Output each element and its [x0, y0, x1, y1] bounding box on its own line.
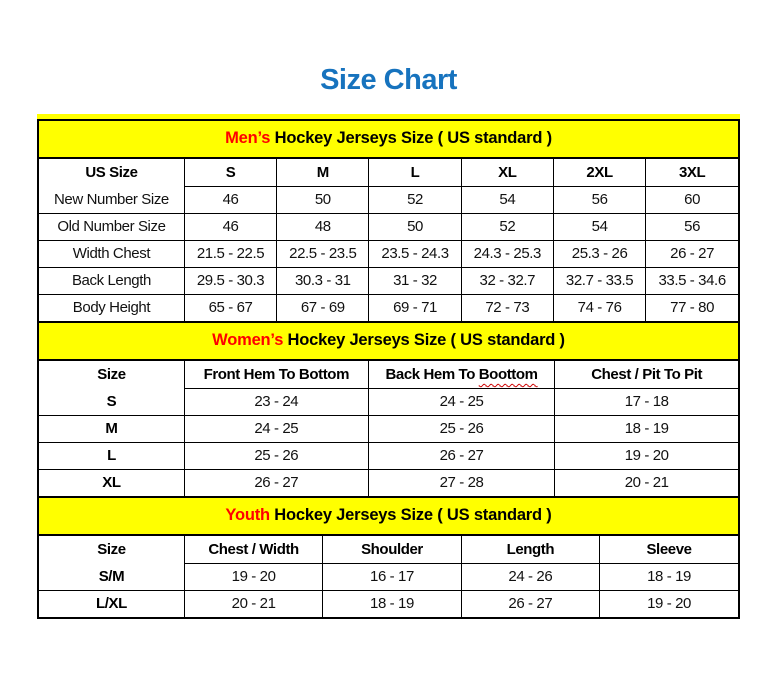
- size-cell: 72 - 73: [461, 294, 553, 321]
- header-row-youth: [39, 536, 738, 563]
- size-cell: 22.5 - 23.5: [277, 240, 369, 267]
- size-cell: 21.5 - 22.5: [184, 240, 276, 267]
- band-text-youth: Hockey Jerseys Size ( US standard ): [269, 506, 552, 524]
- size-cell: 26 - 27: [646, 240, 738, 267]
- column-header: Shoulder: [323, 536, 461, 563]
- size-cell: 18 - 19: [323, 590, 461, 617]
- size-cell: 26 - 27: [184, 469, 368, 496]
- band-highlight-youth: Youth: [225, 506, 270, 524]
- size-cell: 20 - 21: [555, 469, 738, 496]
- size-cell: 18 - 19: [555, 415, 738, 442]
- table-row: [39, 442, 738, 469]
- size-cell: 17 - 18: [555, 388, 738, 415]
- size-cell: 67 - 69: [277, 294, 369, 321]
- size-cell: 48: [277, 213, 369, 240]
- band-highlight-mens: Men’s: [225, 129, 271, 147]
- column-header: 2XL: [553, 159, 645, 186]
- youth-size-table: [39, 536, 738, 617]
- size-cell: 65 - 67: [184, 294, 276, 321]
- table-row: [39, 590, 738, 617]
- row-label: L/XL: [39, 590, 184, 617]
- size-cell: 25.3 - 26: [553, 240, 645, 267]
- row-label: Old Number Size: [39, 213, 184, 240]
- header-row-mens: [39, 159, 738, 186]
- size-cell: 60: [646, 186, 738, 213]
- column-header: Chest / Width: [184, 536, 322, 563]
- size-cell: 33.5 - 34.6: [646, 267, 738, 294]
- size-chart: [37, 114, 740, 619]
- size-cell: 69 - 71: [369, 294, 461, 321]
- header-row-womens: [39, 361, 738, 388]
- row-label: Width Chest: [39, 240, 184, 267]
- row-label: L: [39, 442, 184, 469]
- column-header: M: [277, 159, 369, 186]
- column-header: S: [184, 159, 276, 186]
- size-cell: 50: [277, 186, 369, 213]
- column-header: Front Hem To Bottom: [184, 361, 368, 388]
- band-highlight-womens: Women’s: [212, 331, 284, 349]
- size-cell: 30.3 - 31: [277, 267, 369, 294]
- size-cell: 25 - 26: [368, 415, 555, 442]
- size-cell: 46: [184, 186, 276, 213]
- table-row: [39, 563, 738, 590]
- size-cell: 16 - 17: [323, 563, 461, 590]
- size-cell: 54: [553, 213, 645, 240]
- size-cell: 24 - 25: [184, 415, 368, 442]
- size-cell: 19 - 20: [600, 590, 738, 617]
- womens-size-table: [39, 361, 738, 496]
- section-band-womens: [39, 321, 738, 361]
- row-label: S/M: [39, 563, 184, 590]
- size-cell: 23 - 24: [184, 388, 368, 415]
- size-cell: 52: [369, 186, 461, 213]
- band-text-mens: Hockey Jerseys Size ( US standard ): [270, 129, 552, 147]
- column-header: 3XL: [646, 159, 738, 186]
- misspelled-word: Boottom: [478, 365, 538, 383]
- table-row: [39, 388, 738, 415]
- row-label: S: [39, 388, 184, 415]
- column-header: US Size: [39, 159, 184, 186]
- column-header: Chest / Pit To Pit: [555, 361, 738, 388]
- column-header: Size: [39, 361, 184, 388]
- size-cell: 74 - 76: [553, 294, 645, 321]
- size-cell: 24 - 25: [368, 388, 555, 415]
- row-label: New Number Size: [39, 186, 184, 213]
- row-label: Back Length: [39, 267, 184, 294]
- size-cell: 29.5 - 30.3: [184, 267, 276, 294]
- size-chart-frame: [37, 119, 740, 619]
- size-cell: 56: [646, 213, 738, 240]
- size-cell: 50: [369, 213, 461, 240]
- size-cell: 27 - 28: [368, 469, 555, 496]
- band-text-womens: Hockey Jerseys Size ( US standard ): [283, 331, 565, 349]
- size-cell: 18 - 19: [600, 563, 738, 590]
- size-cell: 24.3 - 25.3: [461, 240, 553, 267]
- size-cell: 23.5 - 24.3: [369, 240, 461, 267]
- column-header: XL: [461, 159, 553, 186]
- size-cell: 46: [184, 213, 276, 240]
- size-cell: 77 - 80: [646, 294, 738, 321]
- section-band-mens: [39, 121, 738, 159]
- table-row: [39, 415, 738, 442]
- size-cell: 32 - 32.7: [461, 267, 553, 294]
- size-cell: 31 - 32: [369, 267, 461, 294]
- column-header: Back Hem To Boottom: [368, 361, 555, 388]
- size-cell: 54: [461, 186, 553, 213]
- size-cell: 26 - 27: [461, 590, 599, 617]
- size-cell: 52: [461, 213, 553, 240]
- table-row: [39, 213, 738, 240]
- table-row: [39, 469, 738, 496]
- column-header: L: [369, 159, 461, 186]
- table-row: [39, 294, 738, 321]
- size-cell: 19 - 20: [555, 442, 738, 469]
- size-cell: 25 - 26: [184, 442, 368, 469]
- row-label: M: [39, 415, 184, 442]
- mens-size-table: [39, 159, 738, 321]
- row-label: Body Height: [39, 294, 184, 321]
- row-label: XL: [39, 469, 184, 496]
- table-row: [39, 267, 738, 294]
- size-cell: 19 - 20: [184, 563, 322, 590]
- section-band-youth: [39, 496, 738, 536]
- size-cell: 26 - 27: [368, 442, 555, 469]
- column-header: Size: [39, 536, 184, 563]
- table-row: [39, 186, 738, 213]
- size-cell: 56: [553, 186, 645, 213]
- size-cell: 32.7 - 33.5: [553, 267, 645, 294]
- column-header: Length: [461, 536, 599, 563]
- column-header: Sleeve: [600, 536, 738, 563]
- size-cell: 24 - 26: [461, 563, 599, 590]
- table-row: [39, 240, 738, 267]
- page-title: Size Chart: [320, 64, 457, 96]
- size-cell: 20 - 21: [184, 590, 322, 617]
